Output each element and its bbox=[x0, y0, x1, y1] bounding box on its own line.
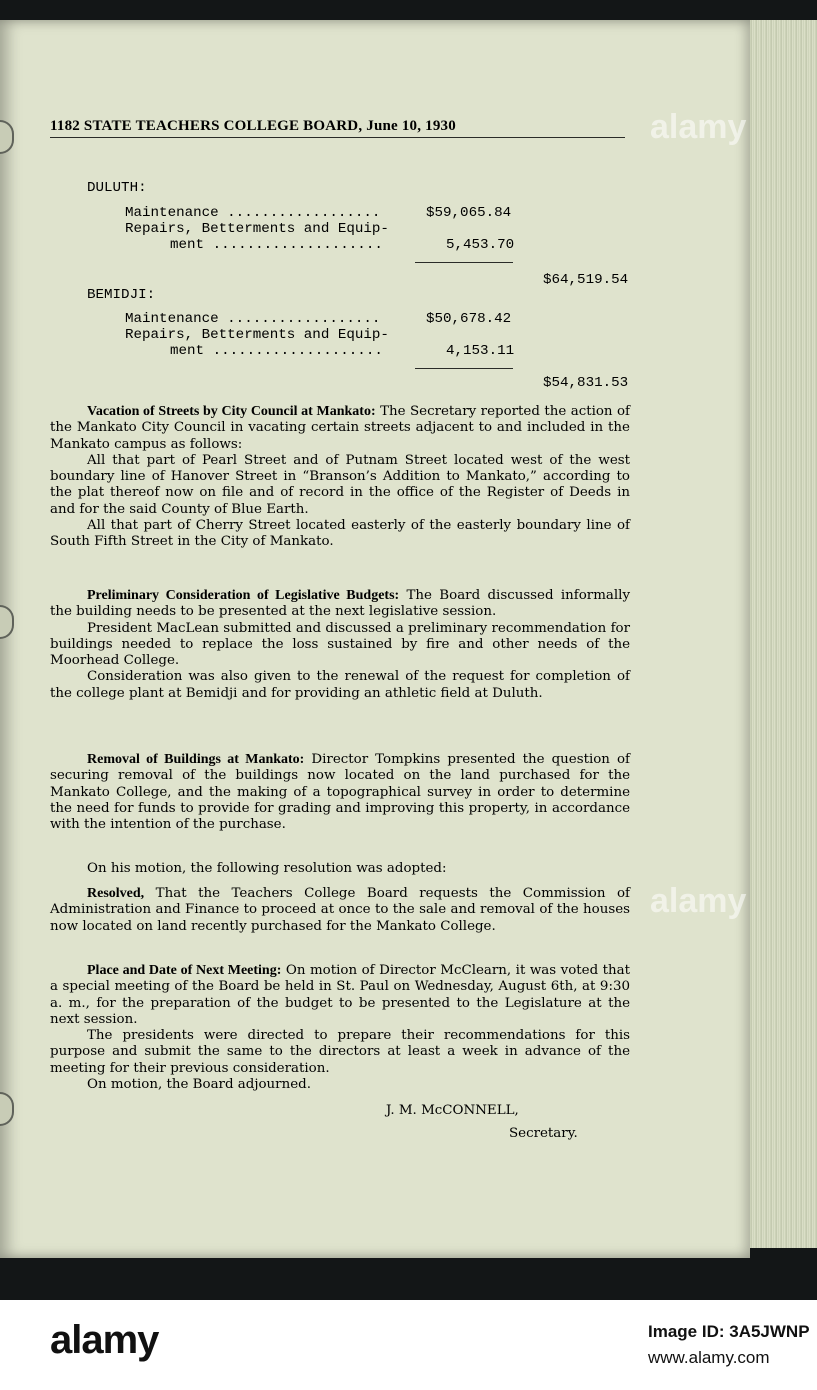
removal-title: Removal of Buildings at Mankato: bbox=[87, 752, 305, 767]
vacation-paragraph-pearl-street: All that part of Pearl Street and of Putnam Street located west of the west boundary line of Hanover Street in “Branson’s Addition to Mankato,” according to the plat thereof now on file and of record in the office of the Register of Deeds in and for the said County of Blue Earth. bbox=[50, 452, 630, 517]
place-text: On motion of Director McClearn, it was voted that a special meeting of the Board be held in St. Paul on Wednesday, August 6th, at 9:30 a. m., for the preparation of the budget to be presented to the Legislature at the next session. bbox=[50, 963, 630, 1027]
page-header: 1182 STATE TEACHERS COLLEGE BOARD, June 10, 1930 bbox=[50, 118, 625, 138]
stock-image-id: Image ID: 3A5JWNP bbox=[648, 1322, 810, 1341]
watermark-logo: alamy bbox=[650, 108, 747, 146]
removal-text: Director Tompkins presented the question of securing removal of the buildings now located on the land purchased for the Mankato College, and the making of a topographical survey in order to determine the need for funds to provide for grading and improving this property, in accordance with the intention of the purchase. bbox=[50, 752, 630, 833]
prelim-paragraph-renewal: Consideration was also given to the renewal of the request for completion of the college plant at Bemidji and for providing an athletic field at Duluth. bbox=[50, 669, 630, 701]
vacation-text: The Secretary reported the action of the Mankato City Council in vacating certain streets adjacent to and included in the Mankato campus as follows: bbox=[50, 404, 630, 452]
section-vacation-of-streets bbox=[50, 404, 630, 551]
section-preliminary-budgets bbox=[50, 588, 630, 702]
page-stack-edges bbox=[742, 20, 817, 1248]
prelim-title: Preliminary Consideration of Legislative Budgets: bbox=[87, 588, 400, 603]
bemidji-sum-rule bbox=[415, 368, 513, 369]
prelim-paragraph-maclean: President MacLean submitted and discussed a preliminary recommendation for buildings needed to replace the loss sustained by fire and other needs of the Moorhead College. bbox=[50, 620, 630, 669]
section-next-meeting bbox=[50, 963, 630, 1093]
place-title: Place and Date of Next Meeting: bbox=[87, 963, 282, 978]
duluth-repairs-label: Repairs, Betterments and Equip- bbox=[125, 221, 389, 237]
binder-ring bbox=[0, 120, 14, 154]
bemidji-repairs-amount: 4,153.11 bbox=[446, 343, 515, 359]
binder-ring bbox=[0, 1092, 14, 1126]
watermark-logo: alamy bbox=[650, 882, 747, 920]
vacation-title: Vacation of Streets by City Council at Mankato: bbox=[87, 404, 376, 419]
bemidji-heading: BEMIDJI: bbox=[87, 287, 156, 303]
bemidji-maintenance-amount: $50,678.42 bbox=[426, 311, 512, 327]
vacation-paragraph-cherry-street: All that part of Cherry Street located easterly of the easterly boundary line of South Fifth Street in the City of Mankato. bbox=[50, 518, 630, 550]
section-removal-of-buildings bbox=[50, 752, 630, 833]
bemidji-repairs-label: Repairs, Betterments and Equip- bbox=[125, 327, 389, 343]
prelim-text: The Board discussed informally the building needs to be presented at the next legislative session. bbox=[50, 588, 631, 620]
duluth-sum-rule bbox=[415, 262, 513, 263]
bemidji-total: $54,831.53 bbox=[543, 375, 629, 391]
resolved-text: That the Teachers College Board requests the Commission of Administration and Finance to proceed at once to the sale and removal of the houses now located on land recently purchased for the Mankato College. bbox=[50, 886, 630, 934]
place-paragraph-presidents: The presidents were directed to prepare their recommendations for this purpose and submit the same to the directors at least a week in advance of the meeting for their previous consideration. bbox=[50, 1028, 630, 1076]
resolved-title: Resolved, bbox=[87, 886, 145, 901]
section-resolved bbox=[50, 886, 630, 935]
stock-footer bbox=[0, 1300, 817, 1390]
duluth-repairs-amount: 5,453.70 bbox=[446, 237, 515, 253]
adjourned-text: On motion, the Board adjourned. bbox=[87, 1077, 311, 1093]
duluth-maintenance-label: Maintenance .................. bbox=[125, 205, 381, 221]
section-motion bbox=[50, 861, 630, 877]
motion-text: On his motion, the following resolution was adopted: bbox=[87, 861, 447, 876]
duluth-total: $64,519.54 bbox=[543, 272, 629, 288]
duluth-maintenance-amount: $59,065.84 bbox=[426, 205, 512, 221]
duluth-repairs-label-cont: ment .................... bbox=[170, 237, 383, 253]
signature-title: Secretary. bbox=[509, 1126, 578, 1141]
binder-ring bbox=[0, 605, 14, 639]
signature-name: J. M. McCONNELL, bbox=[386, 1103, 519, 1118]
bemidji-repairs-label-cont: ment .................... bbox=[170, 343, 383, 359]
stock-url: www.alamy.com bbox=[648, 1348, 770, 1367]
stock-logo: alamy bbox=[50, 1318, 159, 1362]
bemidji-maintenance-label: Maintenance .................. bbox=[125, 311, 381, 327]
duluth-heading: DULUTH: bbox=[87, 180, 147, 196]
